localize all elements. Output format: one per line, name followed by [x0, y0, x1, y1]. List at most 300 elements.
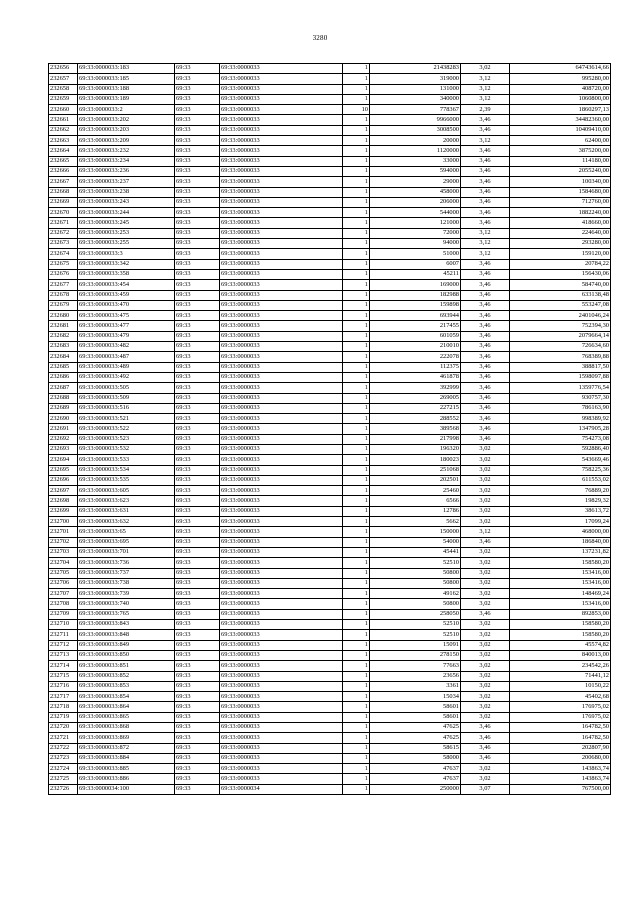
cadastral-number-cell: 69:33:0000033:482: [78, 342, 175, 352]
rate-cell: 3,02: [461, 692, 510, 702]
cadastral-number-cell: 69:33:0000033:183: [78, 64, 175, 74]
cadastral-block-cell: 69:33:0000033: [220, 74, 343, 84]
table-row: [49, 774, 611, 784]
district-code-cell: 69:33: [175, 64, 220, 74]
table-row: [49, 84, 611, 94]
cadastral-block-cell: 69:33:0000033: [220, 753, 343, 763]
cadastral-number-cell: 69:33:0000033:521: [78, 414, 175, 424]
rate-cell: 3,02: [461, 650, 510, 660]
value-cell: 19829,32: [510, 496, 611, 506]
district-code-cell: 69:33: [175, 661, 220, 671]
count-cell: 1: [343, 311, 370, 321]
area-cell: 278150: [370, 650, 461, 660]
value-cell: 176975,02: [510, 702, 611, 712]
rate-cell: 3,46: [461, 208, 510, 218]
count-cell: 1: [343, 94, 370, 104]
rate-cell: 3,46: [461, 743, 510, 753]
area-cell: 5662: [370, 517, 461, 527]
cadastral-number-cell: 69:33:0000033:479: [78, 331, 175, 341]
count-cell: 1: [343, 650, 370, 660]
value-cell: 158580,20: [510, 630, 611, 640]
count-cell: 1: [343, 280, 370, 290]
count-cell: 1: [343, 321, 370, 331]
cadastral-number-cell: 69:33:0000033:535: [78, 475, 175, 485]
row-number-cell: 232703: [49, 547, 78, 557]
table-row: [49, 547, 611, 557]
count-cell: 1: [343, 362, 370, 372]
area-cell: 29000: [370, 177, 461, 187]
area-cell: 33000: [370, 156, 461, 166]
rate-cell: 3,02: [461, 496, 510, 506]
cadastral-block-cell: 69:33:0000033: [220, 177, 343, 187]
rate-cell: 3,02: [461, 568, 510, 578]
table-row: [49, 640, 611, 650]
count-cell: 1: [343, 414, 370, 424]
cadastral-number-cell: 69:33:0000033:843: [78, 620, 175, 630]
cadastral-number-cell: 69:33:0000033:740: [78, 599, 175, 609]
rate-cell: 3,12: [461, 239, 510, 249]
cadastral-block-cell: 69:33:0000033: [220, 414, 343, 424]
rate-cell: 3,07: [461, 784, 510, 794]
cadastral-number-cell: 69:33:0000033:872: [78, 743, 175, 753]
cadastral-number-cell: 69:33:0000033:739: [78, 589, 175, 599]
table-row: [49, 311, 611, 321]
area-cell: 94000: [370, 239, 461, 249]
count-cell: 1: [343, 331, 370, 341]
cadastral-number-cell: 69:33:0000033:358: [78, 269, 175, 279]
cadastral-number-cell: 69:33:0000033:245: [78, 218, 175, 228]
cadastral-number-cell: 69:33:0000033:738: [78, 578, 175, 588]
area-cell: 206000: [370, 197, 461, 207]
area-cell: 6566: [370, 496, 461, 506]
value-cell: 62400,00: [510, 136, 611, 146]
cadastral-number-cell: 69:33:0000033:853: [78, 681, 175, 691]
cadastral-block-cell: 69:33:0000033: [220, 342, 343, 352]
count-cell: 1: [343, 630, 370, 640]
cadastral-block-cell: 69:33:0000033: [220, 115, 343, 125]
rate-cell: 3,46: [461, 537, 510, 547]
area-cell: 51000: [370, 249, 461, 259]
cadastral-block-cell: 69:33:0000033: [220, 269, 343, 279]
cadastral-number-cell: 69:33:0000033:533: [78, 455, 175, 465]
rate-cell: 3,46: [461, 187, 510, 197]
area-cell: 159898: [370, 300, 461, 310]
cadastral-number-cell: 69:33:0000033:232: [78, 146, 175, 156]
table-row: [49, 496, 611, 506]
count-cell: 1: [343, 455, 370, 465]
rate-cell: 3,02: [461, 506, 510, 516]
rate-cell: 3,46: [461, 383, 510, 393]
table-row: [49, 321, 611, 331]
row-number-cell: 232724: [49, 764, 78, 774]
value-cell: 200680,00: [510, 753, 611, 763]
cadastral-block-cell: 69:33:0000033: [220, 444, 343, 454]
count-cell: 1: [343, 239, 370, 249]
table-row: [49, 74, 611, 84]
row-number-cell: 232693: [49, 444, 78, 454]
area-cell: 196320: [370, 444, 461, 454]
value-cell: 995280,00: [510, 74, 611, 84]
district-code-cell: 69:33: [175, 269, 220, 279]
cadastral-block-cell: 69:33:0000033: [220, 517, 343, 527]
cadastral-block-cell: 69:33:0000033: [220, 661, 343, 671]
value-cell: 543669,46: [510, 455, 611, 465]
area-cell: 594000: [370, 166, 461, 176]
district-code-cell: 69:33: [175, 527, 220, 537]
value-cell: 148469,24: [510, 589, 611, 599]
value-cell: 153416,00: [510, 568, 611, 578]
value-cell: 2055240,00: [510, 166, 611, 176]
district-code-cell: 69:33: [175, 342, 220, 352]
row-number-cell: 232701: [49, 527, 78, 537]
table-row: [49, 764, 611, 774]
cadastral-block-cell: 69:33:0000033: [220, 764, 343, 774]
area-cell: 47637: [370, 764, 461, 774]
rate-cell: 3,46: [461, 424, 510, 434]
district-code-cell: 69:33: [175, 455, 220, 465]
row-number-cell: 232670: [49, 208, 78, 218]
table-row: [49, 455, 611, 465]
area-cell: 693944: [370, 311, 461, 321]
value-cell: 293280,00: [510, 239, 611, 249]
row-number-cell: 232667: [49, 177, 78, 187]
district-code-cell: 69:33: [175, 712, 220, 722]
cadastral-block-cell: 69:33:0000033: [220, 64, 343, 74]
cadastral-number-cell: 69:33:0000033:886: [78, 774, 175, 784]
count-cell: 1: [343, 671, 370, 681]
table-row: [49, 166, 611, 176]
table-row: [49, 290, 611, 300]
table-row: [49, 753, 611, 763]
area-cell: 182988: [370, 290, 461, 300]
table-row: [49, 342, 611, 352]
row-number-cell: 232658: [49, 84, 78, 94]
value-cell: 158580,20: [510, 620, 611, 630]
district-code-cell: 69:33: [175, 434, 220, 444]
value-cell: 158580,20: [510, 558, 611, 568]
count-cell: 1: [343, 84, 370, 94]
district-code-cell: 69:33: [175, 105, 220, 115]
row-number-cell: 232697: [49, 486, 78, 496]
cadastral-number-cell: 69:33:0000033:851: [78, 661, 175, 671]
page-number: 3280: [312, 34, 328, 42]
value-cell: 176975,02: [510, 712, 611, 722]
area-cell: 52510: [370, 620, 461, 630]
district-code-cell: 69:33: [175, 753, 220, 763]
cadastral-number-cell: 69:33:0000033:864: [78, 702, 175, 712]
area-cell: 47625: [370, 733, 461, 743]
count-cell: 10: [343, 105, 370, 115]
cadastral-number-cell: 69:33:0000033:848: [78, 630, 175, 640]
table-row: [49, 249, 611, 259]
area-cell: 58615: [370, 743, 461, 753]
district-code-cell: 69:33: [175, 249, 220, 259]
table-row: [49, 733, 611, 743]
rate-cell: 3,02: [461, 578, 510, 588]
cadastral-block-cell: 69:33:0000033: [220, 712, 343, 722]
district-code-cell: 69:33: [175, 774, 220, 784]
cadastral-number-cell: 69:33:0000033:244: [78, 208, 175, 218]
cadastral-block-cell: 69:33:0000033: [220, 774, 343, 784]
rate-cell: 3,12: [461, 94, 510, 104]
count-cell: 1: [343, 692, 370, 702]
district-code-cell: 69:33: [175, 517, 220, 527]
row-number-cell: 232664: [49, 146, 78, 156]
cadastral-block-cell: 69:33:0000033: [220, 723, 343, 733]
value-cell: 726634,60: [510, 342, 611, 352]
area-cell: 169000: [370, 280, 461, 290]
cadastral-block-cell: 69:33:0000034: [220, 784, 343, 794]
rate-cell: 3,02: [461, 558, 510, 568]
count-cell: 1: [343, 125, 370, 135]
area-cell: 319000: [370, 74, 461, 84]
table-row: [49, 609, 611, 619]
district-code-cell: 69:33: [175, 156, 220, 166]
cadastral-block-cell: 69:33:0000033: [220, 166, 343, 176]
rate-cell: 3,46: [461, 300, 510, 310]
value-cell: 553247,08: [510, 300, 611, 310]
district-code-cell: 69:33: [175, 362, 220, 372]
district-code-cell: 69:33: [175, 146, 220, 156]
value-cell: 758225,36: [510, 465, 611, 475]
rate-cell: 3,46: [461, 352, 510, 362]
district-code-cell: 69:33: [175, 743, 220, 753]
table-row: [49, 578, 611, 588]
area-cell: 45211: [370, 269, 461, 279]
cadastral-number-cell: 69:33:0000033:765: [78, 609, 175, 619]
table-row: [49, 506, 611, 516]
district-code-cell: 69:33: [175, 177, 220, 187]
count-cell: 1: [343, 372, 370, 382]
count-cell: 1: [343, 465, 370, 475]
cadastral-number-cell: 69:33:0000033:505: [78, 383, 175, 393]
value-cell: 202807,90: [510, 743, 611, 753]
value-cell: 752394,30: [510, 321, 611, 331]
count-cell: 1: [343, 784, 370, 794]
district-code-cell: 69:33: [175, 547, 220, 557]
rate-cell: 3,02: [461, 589, 510, 599]
table-row: [49, 187, 611, 197]
area-cell: 222078: [370, 352, 461, 362]
count-cell: 1: [343, 517, 370, 527]
cadastral-number-cell: 69:33:0000033:701: [78, 547, 175, 557]
row-number-cell: 232675: [49, 259, 78, 269]
cadastral-number-cell: 69:33:0000033:234: [78, 156, 175, 166]
district-code-cell: 69:33: [175, 733, 220, 743]
rate-cell: 3,02: [461, 475, 510, 485]
area-cell: 54000: [370, 537, 461, 547]
value-cell: 164782,50: [510, 733, 611, 743]
cadastral-number-cell: 69:33:0000033:202: [78, 115, 175, 125]
row-number-cell: 232678: [49, 290, 78, 300]
cadastral-number-cell: 69:33:0000033:532: [78, 444, 175, 454]
value-cell: 17099,24: [510, 517, 611, 527]
cadastral-number-cell: 69:33:0000033:516: [78, 403, 175, 413]
area-cell: 58601: [370, 702, 461, 712]
row-number-cell: 232699: [49, 506, 78, 516]
value-cell: 2079664,14: [510, 331, 611, 341]
value-cell: 418660,00: [510, 218, 611, 228]
row-number-cell: 232723: [49, 753, 78, 763]
area-cell: 150000: [370, 527, 461, 537]
value-cell: 768389,88: [510, 352, 611, 362]
count-cell: 1: [343, 269, 370, 279]
rate-cell: 3,46: [461, 197, 510, 207]
table-row: [49, 568, 611, 578]
district-code-cell: 69:33: [175, 496, 220, 506]
row-number-cell: 232696: [49, 475, 78, 485]
rate-cell: 3,46: [461, 753, 510, 763]
count-cell: 1: [343, 527, 370, 537]
cadastral-block-cell: 69:33:0000033: [220, 692, 343, 702]
cadastral-number-cell: 69:33:0000033:475: [78, 311, 175, 321]
value-cell: 786163,90: [510, 403, 611, 413]
district-code-cell: 69:33: [175, 589, 220, 599]
district-code-cell: 69:33: [175, 650, 220, 660]
cadastral-number-cell: 69:33:0000033:188: [78, 84, 175, 94]
table-row: [49, 197, 611, 207]
row-number-cell: 232674: [49, 249, 78, 259]
value-cell: 930757,30: [510, 393, 611, 403]
area-cell: 47637: [370, 774, 461, 784]
cadastral-block-cell: 69:33:0000033: [220, 434, 343, 444]
table-row: [49, 64, 611, 74]
area-cell: 131000: [370, 84, 461, 94]
area-cell: 112375: [370, 362, 461, 372]
rate-cell: 3,02: [461, 702, 510, 712]
rate-cell: 3,46: [461, 362, 510, 372]
area-cell: 258050: [370, 609, 461, 619]
table-row: [49, 94, 611, 104]
cadastral-number-cell: 69:33:0000033:605: [78, 486, 175, 496]
value-cell: 754273,08: [510, 434, 611, 444]
row-number-cell: 232726: [49, 784, 78, 794]
rate-cell: 3,02: [461, 774, 510, 784]
table-row: [49, 692, 611, 702]
district-code-cell: 69:33: [175, 486, 220, 496]
cadastral-number-cell: 69:33:0000033:253: [78, 228, 175, 238]
count-cell: 1: [343, 547, 370, 557]
row-number-cell: 232713: [49, 650, 78, 660]
cadastral-number-cell: 69:33:0000033:885: [78, 764, 175, 774]
cadastral-block-cell: 69:33:0000033: [220, 187, 343, 197]
row-number-cell: 232725: [49, 774, 78, 784]
row-number-cell: 232671: [49, 218, 78, 228]
cadastral-block-cell: 69:33:0000033: [220, 372, 343, 382]
table-row: [49, 218, 611, 228]
rate-cell: 3,46: [461, 269, 510, 279]
cadastral-number-cell: 69:33:0000033:342: [78, 259, 175, 269]
rate-cell: 3,46: [461, 414, 510, 424]
count-cell: 1: [343, 537, 370, 547]
rate-cell: 3,12: [461, 74, 510, 84]
area-cell: 392999: [370, 383, 461, 393]
area-cell: 180023: [370, 455, 461, 465]
cadastral-block-cell: 69:33:0000033: [220, 156, 343, 166]
row-number-cell: 232718: [49, 702, 78, 712]
value-cell: 592886,40: [510, 444, 611, 454]
rate-cell: 3,12: [461, 136, 510, 146]
count-cell: 1: [343, 475, 370, 485]
area-cell: 12786: [370, 506, 461, 516]
district-code-cell: 69:33: [175, 393, 220, 403]
area-cell: 50800: [370, 568, 461, 578]
row-number-cell: 232666: [49, 166, 78, 176]
row-number-cell: 232680: [49, 311, 78, 321]
district-code-cell: 69:33: [175, 208, 220, 218]
cadastral-block-cell: 69:33:0000033: [220, 321, 343, 331]
district-code-cell: 69:33: [175, 424, 220, 434]
cadastral-block-cell: 69:33:0000033: [220, 208, 343, 218]
row-number-cell: 232722: [49, 743, 78, 753]
area-cell: 9966000: [370, 115, 461, 125]
value-cell: 153416,00: [510, 578, 611, 588]
cadastral-number-cell: 69:33:0000033:470: [78, 300, 175, 310]
table-row: [49, 650, 611, 660]
count-cell: 1: [343, 681, 370, 691]
cadastral-block-cell: 69:33:0000033: [220, 568, 343, 578]
row-number-cell: 232657: [49, 74, 78, 84]
rate-cell: 3,46: [461, 156, 510, 166]
rate-cell: 3,46: [461, 372, 510, 382]
cadastral-number-cell: 69:33:0000033:209: [78, 136, 175, 146]
value-cell: 224640,00: [510, 228, 611, 238]
count-cell: 1: [343, 568, 370, 578]
cadastral-block-cell: 69:33:0000033: [220, 125, 343, 135]
cadastral-block-cell: 69:33:0000033: [220, 259, 343, 269]
rate-cell: 3,02: [461, 547, 510, 557]
table-row: [49, 465, 611, 475]
cadastral-block-cell: 69:33:0000033: [220, 630, 343, 640]
value-cell: 1882240,00: [510, 208, 611, 218]
row-number-cell: 232662: [49, 125, 78, 135]
count-cell: 1: [343, 753, 370, 763]
row-number-cell: 232677: [49, 280, 78, 290]
rate-cell: 3,46: [461, 434, 510, 444]
district-code-cell: 69:33: [175, 609, 220, 619]
district-code-cell: 69:33: [175, 383, 220, 393]
table-row: [49, 125, 611, 135]
row-number-cell: 232659: [49, 94, 78, 104]
cadastral-number-cell: 69:33:0000033:737: [78, 568, 175, 578]
table-row: [49, 475, 611, 485]
cadastral-number-cell: 69:33:0000033:852: [78, 671, 175, 681]
area-cell: 227215: [370, 403, 461, 413]
cadastral-number-cell: 69:33:0000033:255: [78, 239, 175, 249]
rate-cell: 3,02: [461, 630, 510, 640]
area-cell: 21438283: [370, 64, 461, 74]
count-cell: 1: [343, 712, 370, 722]
cadastral-number-cell: 69:33:0000033:632: [78, 517, 175, 527]
cadastral-number-cell: 69:33:0000034:100: [78, 784, 175, 794]
cadastral-number-cell: 69:33:0000033:454: [78, 280, 175, 290]
cadastral-block-cell: 69:33:0000033: [220, 702, 343, 712]
row-number-cell: 232669: [49, 197, 78, 207]
table-row: [49, 383, 611, 393]
row-number-cell: 232720: [49, 723, 78, 733]
table-row: [49, 681, 611, 691]
table-row: [49, 259, 611, 269]
cadastral-block-cell: 69:33:0000033: [220, 640, 343, 650]
value-cell: 408720,00: [510, 84, 611, 94]
cadastral-block-cell: 69:33:0000033: [220, 280, 343, 290]
table-row: [49, 280, 611, 290]
cadastral-block-cell: 69:33:0000033: [220, 599, 343, 609]
cadastral-number-cell: 69:33:0000033:623: [78, 496, 175, 506]
count-cell: 1: [343, 300, 370, 310]
row-number-cell: 232694: [49, 455, 78, 465]
district-code-cell: 69:33: [175, 537, 220, 547]
